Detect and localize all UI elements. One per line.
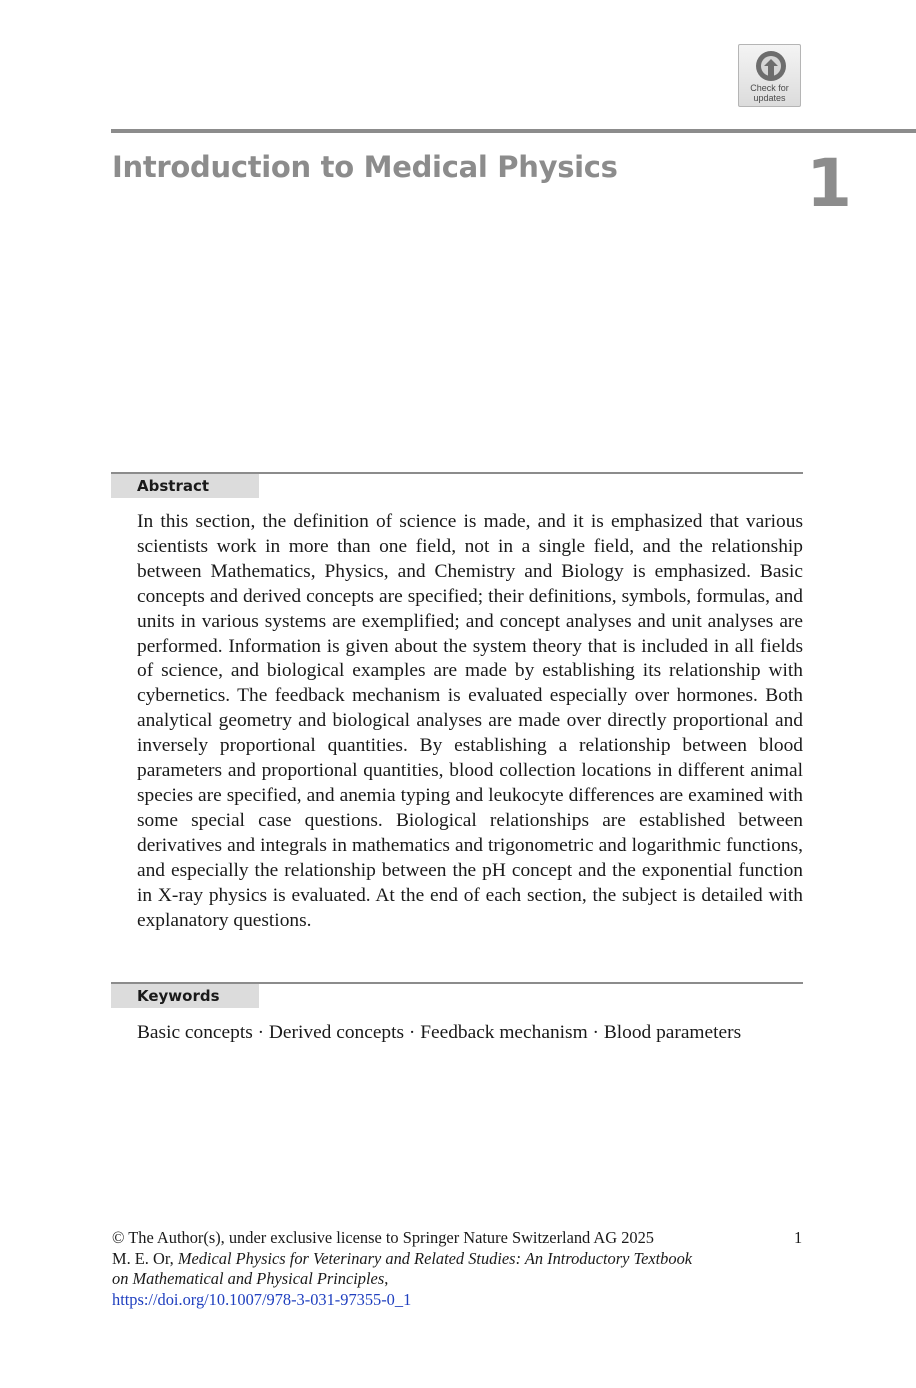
abstract-heading: Abstract bbox=[111, 474, 259, 498]
check-for-updates-label: Check for updates bbox=[750, 83, 789, 103]
citation-author: M. E. Or, bbox=[112, 1248, 178, 1268]
chapter-title: Introduction to Medical Physics bbox=[112, 150, 618, 184]
page-number: 1 bbox=[794, 1228, 803, 1247]
book-title: Medical Physics for Veterinary and Related Studies: An Introductory Textbook on Mathematical and Physical Principles bbox=[112, 1248, 693, 1289]
keywords-heading: Keywords bbox=[111, 984, 259, 1008]
check-for-updates-icon bbox=[753, 50, 789, 82]
check-for-updates-badge[interactable] bbox=[738, 44, 801, 107]
chapter-top-rule bbox=[111, 129, 916, 133]
keywords-list: Basic concepts · Derived concepts · Feedback mechanism · Blood parameters bbox=[137, 1022, 742, 1043]
citation-footer bbox=[112, 1228, 712, 1311]
copyright-line: © The Author(s), under exclusive license to Springer Nature Switzerland AG 2025 bbox=[112, 1228, 654, 1247]
doi-link[interactable]: https://doi.org/10.1007/978-3-031-97355-0_1 bbox=[112, 1290, 412, 1310]
abstract-body: In this section, the definition of science is made, and it is emphasized that various scientists work in more than one field, not in a single field, and the relationship between Mathematics, Physics, and Chemistry and Biology is emphasized. Basic concepts and derived concepts are specified; their definitions, symbols, formulas, and units in various systems are exemplified; and concept analyses and unit analyses are performed. Information is given about the system theory that is included in all fields of science, and biological examples are made by establishing its relationship with cybernetics. The feedback mechanism is evaluated especially over hormones. Both analytical geometry and biological analyses are made over directly proportional and inversely proportional quantities. By establishing a relationship between blood parameters and proportional quantities, blood collection locations in different animal species are specified, and anemia typing and leukocyte differences are examined with some special case questions. Biological relationships are established between derivatives and integrals in mathematics and trigonometric and logarithmic functions, and especially the relationship between the pH concept and the exponential function in X-ray physics is evaluated. At the end of each section, the subject is detailed with explanatory questions. bbox=[137, 511, 803, 931]
citation-line bbox=[112, 1249, 712, 1290]
citation-punctuation: , bbox=[384, 1269, 389, 1289]
chapter-number: 1 bbox=[806, 145, 852, 222]
